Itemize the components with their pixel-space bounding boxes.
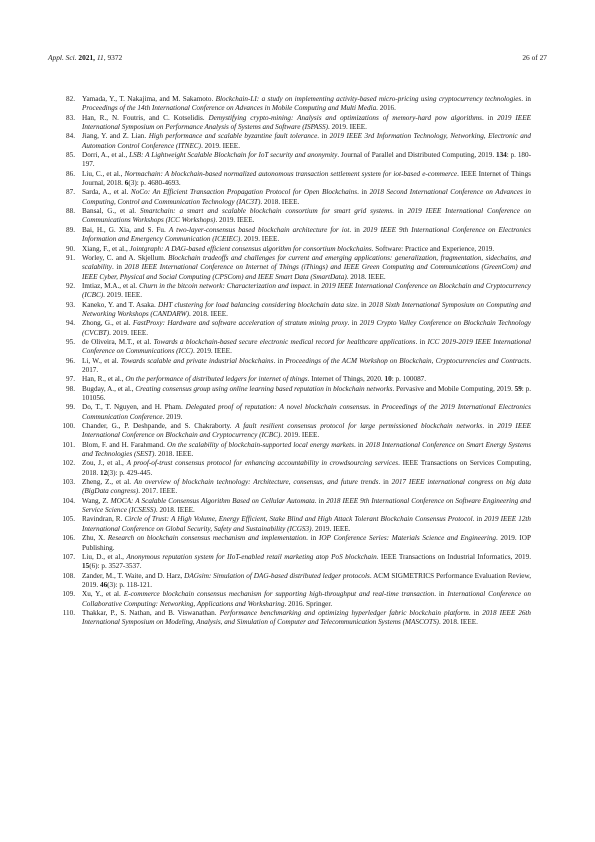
reference-source: . in [378,478,392,487]
reference-authors: de Oliveira, M.T., et al. [82,337,154,346]
reference-source: . in [349,225,363,234]
reference-item [55,357,531,376]
reference-item [55,319,531,338]
reference-details: . 2019. IEEE. [109,328,149,337]
reference-authors: Xu, Y., et al. [82,590,124,599]
reference-number: 89. [66,225,75,234]
reference-venue: 2018 Sixth International Symposium on Computing and Networking Workshops (CANDARW) [82,300,532,318]
reference-source: . in [111,263,125,272]
reference-item [55,385,531,404]
reference-details: . 2019. IEEE. [215,216,255,225]
reference-authors: Bugday, A., et al., [82,384,136,393]
reference-venue: 2019 IEEE International Conference on Communications Workshops (ICC Workshops) [82,207,532,225]
reference-title: Anonymous reputation system for IIoT-enabled retail marketing atop PoS blockchain [126,552,377,561]
reference-authors: Liu, C., et al., [82,169,125,178]
reference-venue: 2018 Second International Conference on Advances in Computing, Control and Communication Technology (IAC3T) [82,188,531,206]
reference-source: . Software: Practice and Experience, 2019. [371,244,495,253]
reference-number: 82. [66,95,75,103]
reference-venue: IOP Conference Series: Materials Science and Engineering [318,534,497,543]
reference-title: NoCo: An Efficient Transaction Propagation Protocol for Open Blockchains [130,188,358,197]
reference-title: A proof-of-trust consensus protocol for enhancing accountability in crowdsourcing services [126,459,399,468]
reference-title: DHT clustering for load balancing considering blockchain data size [157,300,358,309]
reference-title: Delegated proof of reputation: A novel blockchain consensus [185,403,369,412]
reference-details: : p. 180-197. [82,151,531,169]
reference-details: . 2018. IEEE. [189,309,228,318]
reference-number: 88. [66,207,75,216]
reference-source: . in [273,356,286,365]
reference-venue: 2019 IEEE 3rd Information Technology, Networking, Electronic and Automation Control Conference (ITNEC) [82,132,532,150]
reference-authors: Zhong, G., et al. [82,319,133,328]
reference-item [55,132,531,151]
reference-number: 84. [66,132,75,141]
reference-authors: Zheng, Z., et al. [82,478,134,487]
reference-details: (3): p. 118-121. [107,580,153,589]
reference-authors: Imtiaz, M.A., et al. [82,281,139,290]
reference-number: 91. [66,253,75,262]
reference-title: A fault resilient consensus protocol for large permissioned blockchain networks [235,422,483,431]
reference-number: 101. [62,440,75,449]
journal-year: 2021, [78,53,96,62]
page-number: 26 of 27 [522,53,547,62]
reference-number: 99. [66,403,75,412]
reference-authors: Jiang, Y. and Z. Lian. [82,132,149,141]
reference-source: . in [353,440,366,449]
reference-details: . 2019. IEEE. [280,431,320,440]
reference-title: MOCA: A Scalable Consensus Algorithm Based on Cellular Automata [110,496,315,505]
reference-item [55,515,531,534]
reference-details: . 2019. IEEE. [201,141,240,150]
reference-title: Churn in the bitcoin network: Characterization and impact [138,281,311,290]
reference-authors: Zou, J., et al., [82,459,127,468]
reference-details: . 2016. Springer. [284,599,333,608]
reference-volume: 10 [384,375,392,384]
reference-item [55,375,531,384]
reference-item [55,301,531,320]
reference-number: 92. [66,281,75,290]
reference-details: . 2018. IEEE. [260,197,300,206]
reference-item [55,338,531,357]
reference-authors: Do, T., T. Nguyen, and H. Pham. [82,403,186,412]
reference-venue: 2019 IEEE International Symposium on Performance Analysis of Systems and Software (ISPASS) [82,113,531,132]
page-header [48,52,547,64]
reference-title: Towards a blockchain-based secure electronic medical record for healthcare applications [153,337,416,346]
reference-details: . 2016. [376,104,396,113]
reference-item [55,170,531,189]
reference-item [55,245,531,254]
reference-title: Jointgraph: A DAG-based efficient consensus algorithm for consortium blockchains [129,244,372,253]
reference-number: 87. [66,188,75,197]
reference-volume: 6 [124,179,129,188]
reference-authors: Zander, M., T. Waite, and D. Harz, [82,571,185,580]
reference-number: 107. [62,552,75,561]
reference-volume: 134 [495,151,507,160]
journal-citation [48,52,122,64]
reference-venue: 2018 IEEE International Conference on Internet of Things (iThings) and IEEE Green Computing and Communications (GreenCom) and IEEE Cyber, Physical and Social Computing (CPSCom) and IEEE Smart Data (SmartData) [82,263,531,281]
reference-venue: 2019 IEEE International Conference on Blockchain and Cryptocurrency (ICBC) [82,281,531,300]
reference-source: . Internet of Things, 2020. [307,375,385,384]
reference-title: On the performance of distributed ledgers for internet of things [125,375,308,384]
reference-details: . 2018. IEEE. [154,450,194,459]
reference-number: 93. [66,300,75,309]
reference-source: . in [472,515,485,524]
reference-source: . Pervasive and Mobile Computing, 2019. [392,384,515,393]
reference-venue: 2019 IEEE International Conference on Blockchain and Cryptocurrency (ICBC) [82,422,531,440]
reference-number: 109. [62,590,75,599]
reference-venue: 2019 IEEE 9th International Conference on Electronics Information and Emergency Communication (ICEIEC) [82,225,531,244]
reference-item [55,151,531,170]
reference-item [55,478,531,497]
reference-venue: 2018 International Conference on Smart Energy Systems and Technologies (SEST) [82,440,531,459]
reference-authors: Zhu, X. [82,534,108,543]
reference-source: . in [481,113,498,122]
reference-title: Smartchain: a smart and scalable blockchain consortium for smart grid systems [140,207,393,216]
reference-authors: Yamada, Y., T. Nakajima, and M. Sakamoto. [82,95,216,103]
reference-number: 104. [62,496,75,505]
reference-number: 98. [66,384,75,393]
reference-details: . 2019. IEEE. [240,235,280,244]
reference-title: A two-layer-consensus based blockchain architecture for iot [168,225,350,234]
reference-item [55,226,531,245]
reference-details: . 2017. [82,356,531,374]
reference-item [55,441,531,460]
reference-details: (6): p. 3527-3537. [89,562,142,571]
reference-title: Demystifying crypto-mining: Analysis and optimizations of memory-hard pow algorithms [208,113,482,122]
reference-number: 83. [66,113,75,122]
reference-source: . IEEE Internet of Things Journal, 2018. [82,169,531,188]
reference-authors: Liu, D., et al., [82,552,127,561]
reference-item [55,188,531,207]
reference-item [55,590,531,609]
reference-authors: Dorri, A., et al., [82,151,130,160]
reference-venue: Proceedings of the 14th International Conference on Advances in Mobile Computing and Multi Media [82,104,377,113]
reference-details: . 2019. IOP Publishing. [82,534,531,552]
reference-authors: Wang, Z. [82,496,111,505]
reference-authors: Ravindran, R. [82,515,125,524]
reference-details: . 2019. IEEE. [192,347,232,356]
reference-source: . in [434,590,448,599]
reference-number: 102. [62,459,75,468]
reference-details: . 2018. IEEE. [155,506,195,515]
reference-authors: Xiang, F., et al., [82,244,130,253]
reference-volume: 59 [514,384,522,393]
reference-venue: Proceedings of the ACM Workshop on Blockchain, Cryptocurrencies and Contracts [285,356,530,365]
reference-title: Normachain: A blockchain-based normalized autonomous transaction settlement system for iot-based e-commerce [124,169,458,178]
reference-number: 94. [66,319,75,328]
reference-source: . in [314,496,327,505]
reference-number: 103. [62,478,75,487]
reference-source: . ACM SIGMETRICS Performance Evaluation Review, 2019. [82,571,532,589]
reference-item [55,553,531,572]
reference-title: Performance benchmarking and optimizing hyperledger fabric blockchain platform [219,608,469,617]
article-number: 9372 [107,53,123,62]
reference-title: Circle of Trust: A High Volume, Energy Efficient, Stake Blind and High Attack Tolerant Blockchain Consensus Protocol [124,515,473,524]
reference-number: 108. [62,571,75,580]
reference-authors: Han, R., et al., [82,375,126,384]
reference-details: : p. 100087. [391,375,427,384]
reference-volume: 15 [82,562,90,571]
reference-details: (3): p. 429-445. [107,468,153,477]
reference-source: . in [468,608,483,617]
reference-details: . 2019. [162,412,183,421]
reference-title: Research on blockchain consensus mechanism and implementation [107,534,307,543]
reference-title: Blockchain-LI: a study on implementing activity-based micro-pricing using cryptocurrency technologies [215,95,522,103]
reference-authors: Blom, F. and H. Farahmand. [82,440,168,449]
reference-source: . Journal of Parallel and Distributed Computing, 2019. [337,151,496,160]
reference-source: . in [347,319,360,328]
reference-item [55,459,531,478]
reference-source: . in [357,300,369,309]
reference-source: . in [482,422,498,431]
reference-item [55,497,531,516]
reference-title: E-commerce blockchain consensus mechanism for supporting high-throughput and real-time transaction [123,590,435,599]
reference-volume: 12 [99,468,108,477]
reference-item [55,207,531,226]
reference-details: . 2019. IEEE. [103,291,143,300]
reference-title: LSB: A Lightweight Scalable Blockchain for IoT security and anonymity [129,151,338,160]
reference-authors: Kaneko, Y. and T. Asaka. [82,300,158,309]
reference-authors: Han, R., N. Foutris, and C. Kotselidis. [82,113,209,122]
reference-item [55,609,531,628]
reference-venue: 2018 IEEE 9th International Conference on Software Engineering and Service Science (ICSESS) [82,496,531,515]
reference-title: FastProxy: Hardware and software acceleration of stratum mining proxy [132,319,348,328]
reference-number: 106. [62,534,75,543]
reference-item [55,254,531,282]
reference-title: On the scalability of blockchain-supported local energy markets [167,440,354,449]
journal-volume: 11, [96,53,106,62]
reference-number: 96. [66,356,75,365]
reference-source: . IEEE Transactions on Services Computing, 2018. [82,459,532,477]
reference-number: 90. [66,244,75,253]
reference-authors: Chander, G., P. Deshpande, and S. Chakraborty. [82,422,236,431]
reference-details: . 2018. IEEE. [438,618,478,627]
reference-title: Blockchain tradeoffs and challenges for current and emerging applications: generalization, fragmentation, sidechains, and scalability [82,253,531,272]
reference-details: . 2018. IEEE. [346,272,386,281]
reference-source: . in [317,132,330,141]
reference-details: . 2017. IEEE. [138,487,178,496]
reference-venue: 2019 Crypto Valley Conference on Blockchain Technology (CVCBT) [82,319,531,337]
reference-authors: Li, W., et al. [82,356,121,365]
reference-number: 86. [66,169,75,178]
reference-authors: Thakkar, P., S. Nathan, and B. Viswanathan. [82,608,220,617]
reference-source: . in [521,95,531,103]
reference-venue: ICC 2019-2019 IEEE International Conference on Communications (ICC) [82,337,531,356]
reference-title: An overview of blockchain technology: Architecture, consensus, and future trends [133,478,379,487]
reference-venue: 2017 IEEE international congress on big data (BigData congress) [82,478,531,496]
reference-number: 110. [62,608,75,617]
reference-title: High performance and scalable byzantine fault tolerance [148,132,318,141]
reference-title: DAGsim: Simulation of DAG-based distributed ledger protocols [184,571,370,580]
reference-venue: 2019 IEEE 12th International Conference on Global Security, Safety and Sustainability (ICGS3) [82,515,532,533]
reference-item [55,572,531,591]
reference-source: . in [392,207,408,216]
reference-item [55,95,531,114]
reference-source: . in [357,188,370,197]
reference-item [55,534,531,553]
reference-source: . in [368,403,382,412]
reference-details: (3): p. 4680-4693. [128,179,181,188]
reference-details: . 2019. IEEE. [328,123,367,132]
reference-authors: Bansal, G., et al. [82,207,141,216]
reference-number: 105. [62,515,75,524]
reference-source: . in [306,534,319,543]
reference-details: : p. 101056. [82,384,531,402]
reference-volume: 46 [99,580,108,589]
reference-venue: International Conference on Collaborative Computing: Networking, Applications and Worksharing [82,590,531,608]
reference-number: 100. [62,422,75,431]
reference-number: 85. [66,151,75,160]
reference-number: 95. [66,337,75,346]
reference-venue: 2018 IEEE 26th International Symposium on Modeling, Analysis, and Simulation of Computer and Telecommunication Systems (MASCOTS) [82,608,532,627]
reference-title: Towards scalable and private industrial blockchains [120,356,274,365]
reference-number: 97. [66,375,75,384]
reference-authors: Worley, C. and A. Skjellum. [82,253,169,262]
reference-item [55,422,531,441]
reference-authors: Bai, H., G. Xia, and S. Fu. [82,225,169,234]
reference-list [55,95,531,628]
reference-authors: Sarda, A., et al. [82,188,131,197]
journal-name: Appl. Sci. [48,53,77,62]
reference-source: . IEEE Transactions on Industrial Informatics, 2019. [376,552,531,561]
reference-item [55,114,531,133]
reference-venue: Proceedings of the 2019 International Electronics Communication Conference [82,403,531,421]
reference-item [55,403,531,422]
reference-item [55,282,531,301]
reference-source: . in [415,337,428,346]
reference-title: Creating consensus group using online learning based reputation in blockchain networks [135,384,393,393]
reference-details: . 2019. IEEE. [311,524,351,533]
reference-source: . in [310,281,322,290]
